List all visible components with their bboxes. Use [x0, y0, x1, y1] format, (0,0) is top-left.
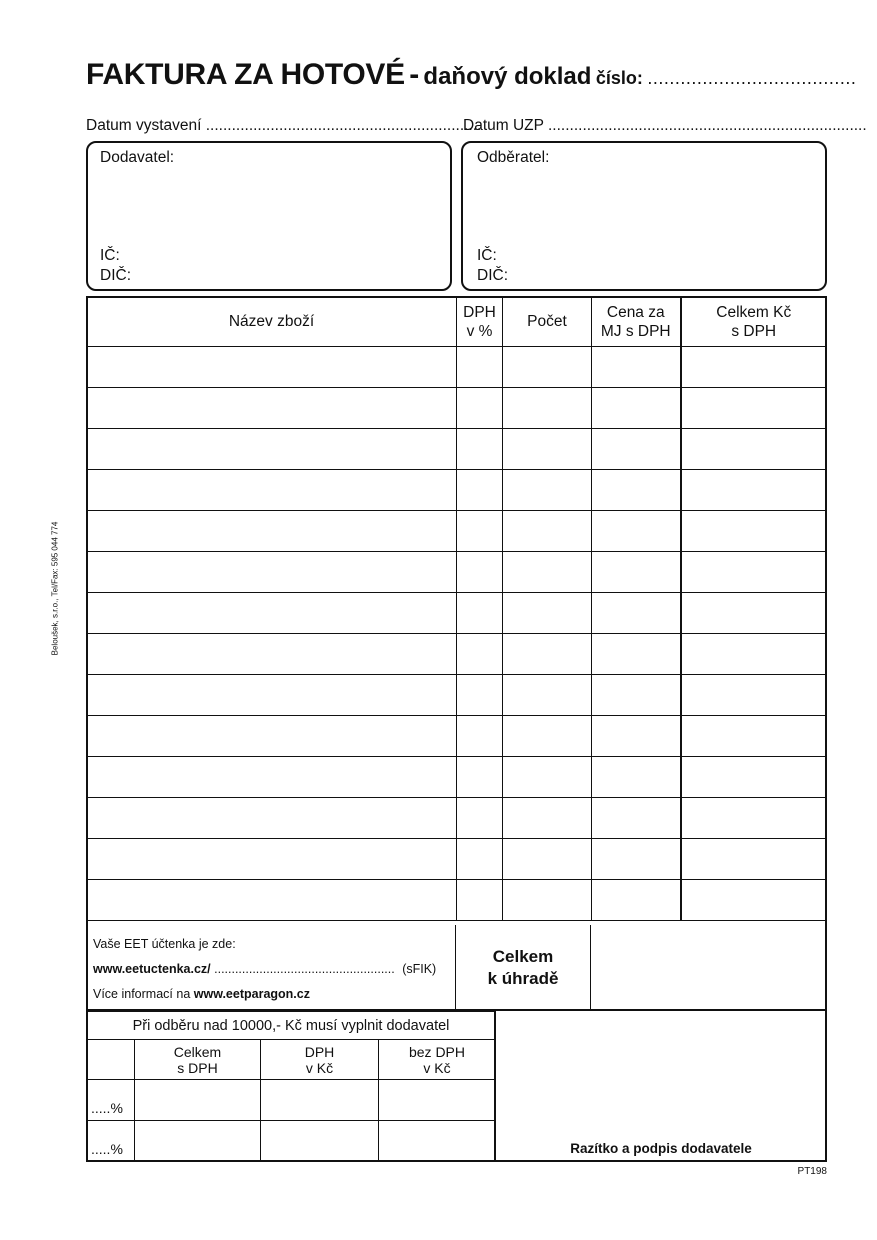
supplier-dic-label: DIČ: — [100, 267, 131, 284]
supplier-ic-label: IČ: — [100, 247, 120, 264]
summary-title: Při odběru nad 10000,- Kč musí vyplnit dodavatel — [87, 1012, 496, 1040]
item-price-cell[interactable] — [592, 798, 681, 839]
item-name-cell[interactable] — [87, 839, 457, 880]
col-header-total: Celkem Kč s DPH — [681, 297, 827, 347]
item-row — [87, 388, 827, 429]
item-row — [87, 634, 827, 675]
item-qty-cell[interactable] — [503, 880, 592, 921]
item-qty-cell[interactable] — [503, 716, 592, 757]
summary-col-net: bez DPH v Kč — [379, 1040, 496, 1080]
item-total-cell[interactable] — [681, 593, 827, 634]
item-total-cell[interactable] — [681, 675, 827, 716]
eet-line — [93, 962, 436, 976]
item-total-cell[interactable] — [681, 511, 827, 552]
item-name-cell[interactable] — [87, 429, 457, 470]
item-vat-cell[interactable] — [457, 388, 503, 429]
item-qty-cell[interactable] — [503, 429, 592, 470]
item-qty-cell[interactable] — [503, 470, 592, 511]
item-qty-cell[interactable] — [503, 675, 592, 716]
item-total-cell[interactable] — [681, 716, 827, 757]
summary-vat-2[interactable] — [261, 1121, 379, 1162]
item-vat-cell[interactable] — [457, 470, 503, 511]
summary-title-row — [87, 1012, 496, 1040]
item-qty-cell[interactable] — [503, 593, 592, 634]
vat-summary-table — [86, 1011, 496, 1162]
item-vat-cell[interactable] — [457, 511, 503, 552]
item-qty-cell[interactable] — [503, 798, 592, 839]
total-amount-field[interactable] — [591, 925, 827, 1010]
item-price-cell[interactable] — [592, 511, 681, 552]
item-name-cell[interactable] — [87, 634, 457, 675]
eet-more-prefix: Více informací na — [93, 987, 191, 1001]
item-total-cell[interactable] — [681, 347, 827, 388]
item-vat-cell[interactable] — [457, 675, 503, 716]
item-row — [87, 839, 827, 880]
item-qty-cell[interactable] — [503, 511, 592, 552]
number-field[interactable]: ...................................... — [647, 68, 857, 88]
summary-col-total: Celkem s DPH — [135, 1040, 261, 1080]
item-price-cell[interactable] — [592, 757, 681, 798]
total-label-line1: Celkem — [492, 946, 554, 966]
issue-date-line — [86, 117, 481, 135]
invoice-title — [86, 58, 856, 92]
summary-col-vat: DPH v Kč — [261, 1040, 379, 1080]
item-total-cell[interactable] — [681, 388, 827, 429]
item-name-cell[interactable] — [87, 880, 457, 921]
eet-more — [93, 987, 310, 1001]
col-header-vat: DPH v % — [457, 297, 503, 347]
summary-total-1[interactable] — [135, 1080, 261, 1121]
item-vat-cell[interactable] — [457, 347, 503, 388]
summary-vat-1[interactable] — [261, 1080, 379, 1121]
item-row — [87, 552, 827, 593]
item-price-cell[interactable] — [592, 634, 681, 675]
printer-side-text: Beloušek, s.r.o., Tel/Fax: 595 044 774 — [50, 521, 60, 656]
item-row — [87, 347, 827, 388]
item-row — [87, 593, 827, 634]
item-row — [87, 675, 827, 716]
item-row — [87, 511, 827, 552]
item-vat-cell[interactable] — [457, 634, 503, 675]
title-main: FAKTURA ZA HOTOVÉ — [86, 58, 405, 91]
item-total-cell[interactable] — [681, 798, 827, 839]
summary-header-row — [87, 1040, 496, 1080]
supplier-box[interactable] — [86, 141, 452, 291]
summary-total-2[interactable] — [135, 1121, 261, 1162]
uzp-date-field[interactable]: .......................................................................... — [548, 117, 867, 134]
item-row — [87, 470, 827, 511]
item-total-cell[interactable] — [681, 552, 827, 593]
item-row — [87, 757, 827, 798]
item-price-cell[interactable] — [592, 716, 681, 757]
item-total-cell[interactable] — [681, 757, 827, 798]
item-name-cell[interactable] — [87, 675, 457, 716]
item-vat-cell[interactable] — [457, 429, 503, 470]
eet-intro: Vaše EET účtenka je zde: — [93, 937, 236, 951]
item-price-cell[interactable] — [592, 347, 681, 388]
summary-net-2[interactable] — [379, 1121, 496, 1162]
item-name-cell[interactable] — [87, 552, 457, 593]
item-price-cell[interactable] — [592, 388, 681, 429]
total-label-line2: k úhradě — [487, 968, 559, 988]
item-row — [87, 880, 827, 921]
title-sub: daňový doklad — [423, 63, 592, 90]
item-vat-cell[interactable] — [457, 798, 503, 839]
item-name-cell[interactable] — [87, 798, 457, 839]
customer-box[interactable] — [461, 141, 827, 291]
item-vat-cell[interactable] — [457, 839, 503, 880]
col-header-unit-price: Cena za MJ s DPH — [592, 297, 681, 347]
eet-code-field[interactable]: .................................................... — [214, 962, 395, 976]
item-name-cell[interactable] — [87, 470, 457, 511]
summary-net-1[interactable] — [379, 1080, 496, 1121]
item-qty-cell[interactable] — [503, 757, 592, 798]
summary-row — [87, 1080, 496, 1121]
item-name-cell[interactable] — [87, 593, 457, 634]
uzp-date-line — [463, 117, 867, 135]
item-price-cell[interactable] — [592, 880, 681, 921]
item-name-cell[interactable] — [87, 511, 457, 552]
uzp-date-label: Datum UZP — [463, 117, 544, 134]
item-price-cell[interactable] — [592, 552, 681, 593]
number-label: číslo: — [595, 68, 643, 88]
item-name-cell[interactable] — [87, 347, 457, 388]
item-vat-cell[interactable] — [457, 552, 503, 593]
total-label-cell — [456, 925, 591, 1010]
item-total-cell[interactable] — [681, 880, 827, 921]
col-header-name: Název zboží — [87, 297, 457, 347]
item-price-cell[interactable] — [592, 839, 681, 880]
issue-date-field[interactable]: ................................................................ — [205, 117, 482, 134]
supplier-label: Dodavatel: — [100, 149, 175, 166]
eet-more-url[interactable]: www.eetparagon.cz — [193, 987, 310, 1001]
summary-rate-1[interactable]: .....% — [87, 1080, 135, 1121]
item-qty-cell[interactable] — [503, 347, 592, 388]
title-dash: - — [409, 58, 419, 91]
item-total-cell[interactable] — [681, 634, 827, 675]
item-vat-cell[interactable] — [457, 757, 503, 798]
issue-date-label: Datum vystavení — [86, 117, 202, 134]
item-row — [87, 716, 827, 757]
item-price-cell[interactable] — [592, 470, 681, 511]
item-qty-cell[interactable] — [503, 634, 592, 675]
form-code: PT198 — [797, 1166, 827, 1177]
items-header-row — [87, 297, 827, 347]
summary-rate-2[interactable]: .....% — [87, 1121, 135, 1162]
item-price-cell[interactable] — [592, 675, 681, 716]
item-total-cell[interactable] — [681, 839, 827, 880]
customer-dic-label: DIČ: — [477, 267, 508, 284]
stamp-divider — [494, 1011, 496, 1162]
item-qty-cell[interactable] — [503, 552, 592, 593]
item-total-cell[interactable] — [681, 429, 827, 470]
item-name-cell[interactable] — [87, 388, 457, 429]
item-price-cell[interactable] — [592, 593, 681, 634]
item-name-cell[interactable] — [87, 757, 457, 798]
item-total-cell[interactable] — [681, 470, 827, 511]
eet-section — [86, 925, 456, 1010]
item-row — [87, 429, 827, 470]
col-header-qty: Počet — [503, 297, 592, 347]
item-vat-cell[interactable] — [457, 593, 503, 634]
item-name-cell[interactable] — [87, 716, 457, 757]
eet-sfik: (sFIK) — [402, 962, 437, 976]
item-vat-cell[interactable] — [457, 880, 503, 921]
item-qty-cell[interactable] — [503, 839, 592, 880]
eet-url[interactable]: www.eetuctenka.cz/ — [93, 962, 211, 976]
customer-label: Odběratel: — [477, 149, 550, 166]
stamp-label: Razítko a podpis dodavatele — [570, 1141, 752, 1156]
item-vat-cell[interactable] — [457, 716, 503, 757]
items-table — [86, 296, 827, 921]
stamp-area[interactable] — [495, 1011, 827, 1161]
item-row — [87, 798, 827, 839]
item-qty-cell[interactable] — [503, 388, 592, 429]
summary-rate-header — [87, 1040, 135, 1080]
item-price-cell[interactable] — [592, 429, 681, 470]
customer-ic-label: IČ: — [477, 247, 497, 264]
summary-row — [87, 1121, 496, 1162]
